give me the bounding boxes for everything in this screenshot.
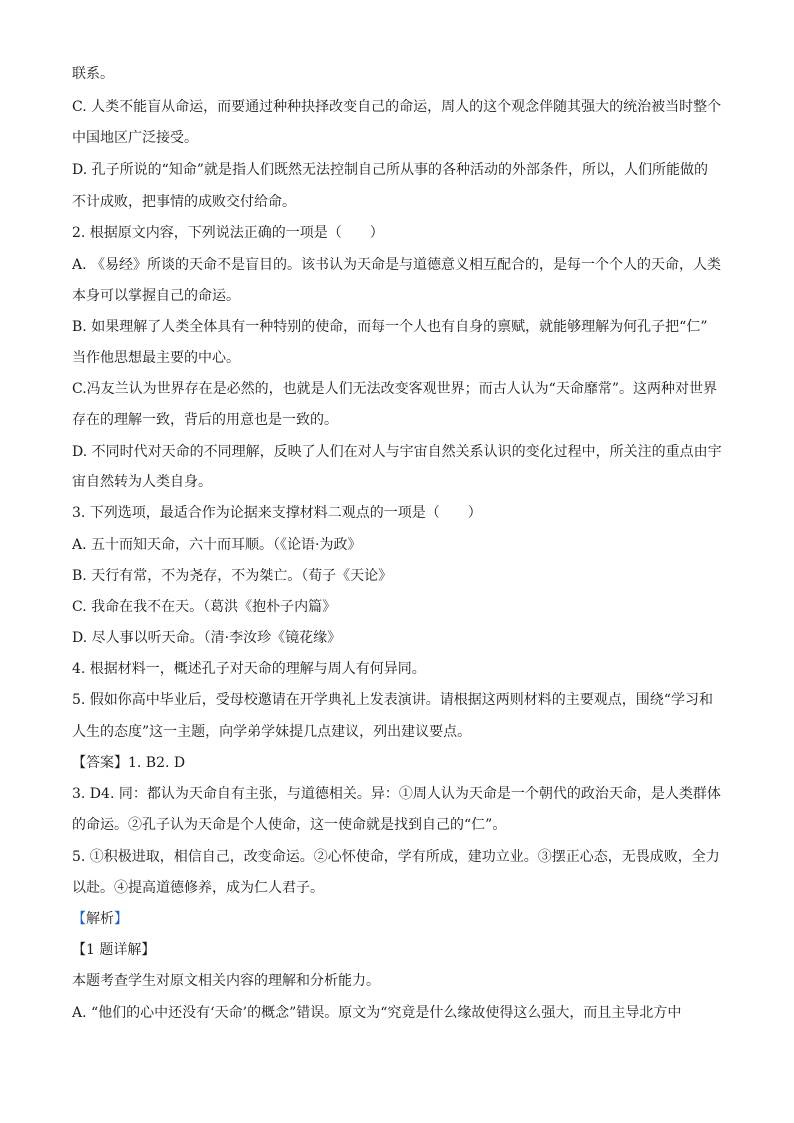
text-line: 人生的态度”这一主题，向学弟学妹提几点建议，列出建议要点。 <box>72 724 472 740</box>
text-line: 存在的理解一致，背后的用意也是一致的。 <box>72 412 338 428</box>
answer-text: 1. B2. D <box>128 755 186 771</box>
text-line: C. 人类不能盲从命运，而要通过种种抉择改变自己的命运，周人的这个观念伴随其强大的统治被当时整个 <box>72 99 722 115</box>
text-line: A. 《易经》所谈的天命不是盲目的。该书认为天命是与道德意义相互配合的，是每一个个人的天命，人类 <box>72 257 722 273</box>
question-3: 3. 下列选项，最适合作为论据来支撑材料二观点的一项是（ ） <box>72 505 482 521</box>
answer-line: 的命运。②孔子认为天命是个人使命，这一使命就是找到自己的“仁”。 <box>72 817 507 833</box>
answer-line <box>72 753 185 773</box>
question-4: 4. 根据材料一，概述孔子对天命的理解与周人有何异同。 <box>72 661 426 677</box>
option-c: C. 我命在我不在天。（葛洪《抱朴子内篇》 <box>72 599 337 615</box>
option-d: D. 尽人事以听天命。（清·李汝珍《镜花缘》 <box>72 630 342 646</box>
text-line: 中国地区广泛接受。 <box>72 130 198 146</box>
answer-line: 5. ①积极进取，相信自己，改变命运。②心怀使命，学有所成，建功立业。③摆正心态，无畏成败，全力 <box>72 849 720 865</box>
analysis-line: 本题考查学生对原文相关内容的理解和分析能力。 <box>72 973 380 989</box>
option-a: A. 五十而知天命，六十而耳顺。（《论语·为政》 <box>72 537 362 553</box>
text-line: 当作他思想最主要的中心。 <box>72 350 240 366</box>
text-line: B. 如果理解了人类全体具有一种特别的使命，而每一个人也有自身的禀赋，就能够理解为何孔子把“仁” <box>72 319 708 335</box>
text-line: 不计成败，把事情的成败交付给命。 <box>72 194 296 210</box>
option-b: B. 天行有常，不为尧存，不为桀亡。（荀子《天论》 <box>72 568 393 584</box>
text-line: D. 不同时代对天命的不同理解，反映了人们在对人与宇宙自然关系认识的变化过程中，所关注的重点由宇 <box>72 444 722 460</box>
text-line: D. 孔子所说的“知命”就是指人们既然无法控制自己所从事的各种活动的外部条件，所以，人们所能做的 <box>72 162 708 178</box>
analysis-label: 解析 <box>86 911 114 927</box>
text-line: 宙自然转为人类自身。 <box>72 474 212 490</box>
answer-line: 以赴。④提高道德修养，成为仁人君子。 <box>72 880 324 896</box>
text-line: 联系。 <box>72 66 114 82</box>
question-5: 5. 假如你高中毕业后，受母校邀请在开学典礼上发表演讲。请根据这两则材料的主要观点，围绕“学习和 <box>72 692 713 708</box>
bracket-close: 】 <box>114 911 128 927</box>
answer-label: 【答案】 <box>72 755 128 771</box>
analysis-heading <box>72 909 128 929</box>
text-line: C.冯友兰认为世界存在是必然的，也就是人们无法改变客观世界；而古人认为“天命靡常”。这两种对世界 <box>72 381 717 397</box>
bracket-open: 【 <box>72 911 86 927</box>
answer-line: 3. D4. 同：都认为天命自有主张，与道德相关。异：①周人认为天命是一个朝代的政治天命，是人类群体 <box>72 786 721 802</box>
question-2: 2. 根据原文内容，下列说法正确的一项是（ ） <box>72 225 384 241</box>
q1-heading: 【1 题详解】 <box>72 942 156 958</box>
text-line: 本身可以掌握自己的命运。 <box>72 288 240 304</box>
analysis-line: A. “他们的心中还没有‘天命’的概念”错误。原文为“究竟是什么缘故使得这么强大，而且主导北方中 <box>72 1005 682 1021</box>
